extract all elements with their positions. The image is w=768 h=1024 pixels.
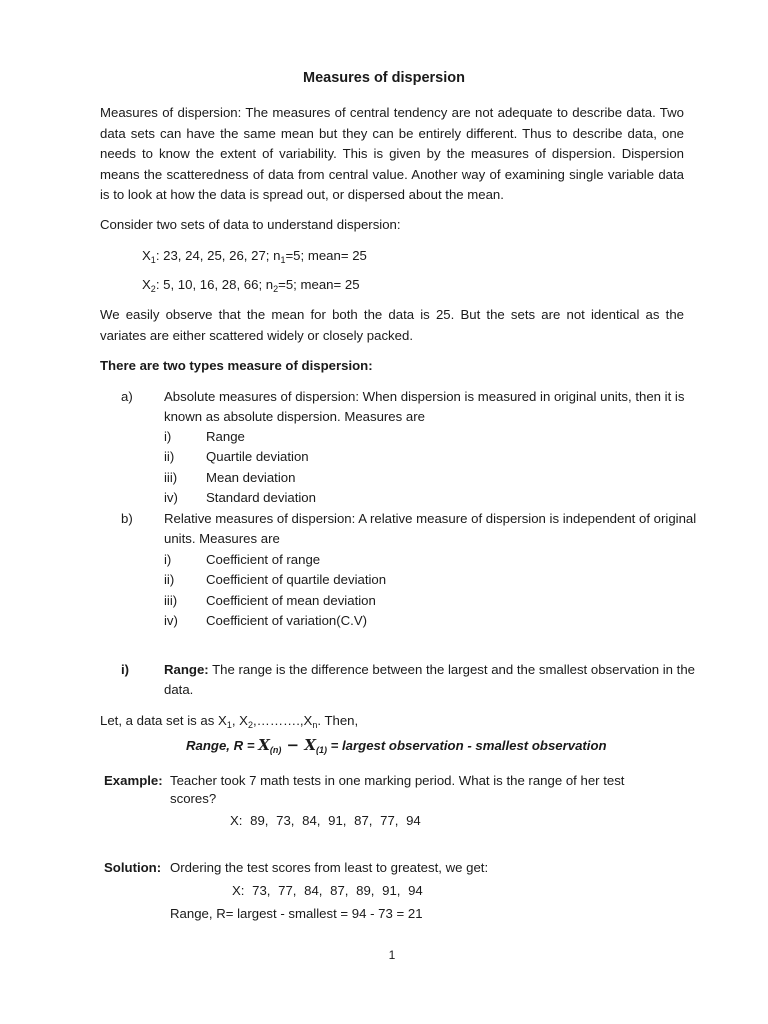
absolute-item-num: iii) (164, 470, 178, 485)
absolute-line-2: known as absolute dispersion. Measures are (164, 409, 425, 424)
page-number: 1 (388, 948, 396, 962)
absolute-item-num: iv) (164, 490, 178, 505)
relative-item-num: ii) (164, 572, 175, 587)
absolute-item-label: Quartile deviation (206, 449, 309, 464)
data-set-2: $X_2$: 5, 10, 16, 28, 66; $n_2=5$; mean= 25 (142, 277, 360, 294)
absolute-line-1: Absolute measures of dispersion: When dispersion is measured in original units, then it is (164, 389, 685, 404)
example-line-1: Teacher took 7 math tests in one marking period. What is the range of her test (170, 773, 625, 788)
range-line-2: data. (164, 682, 194, 697)
absolute-item-label: Mean deviation (206, 470, 296, 485)
relative-marker: b) (121, 511, 133, 526)
relative-item-label: Coefficient of variation(C.V) (206, 613, 368, 628)
absolute-item-label: Standard deviation (206, 490, 316, 505)
relative-item-num: iv) (164, 613, 178, 628)
absolute-item-num: ii) (164, 449, 175, 464)
relative-item-num: iii) (164, 593, 178, 608)
solution-label: Solution: (104, 860, 162, 875)
relative-line-2: units. Measures are (164, 531, 280, 546)
absolute-item-num: i) (164, 429, 172, 444)
relative-item-label: Coefficient of range (206, 552, 321, 567)
solution-result: Range, R= largest - smallest = 94 - 73 = 21 (170, 906, 423, 921)
consider-text: Consider two sets of data to understand dispersion: (100, 217, 401, 232)
range-line-1: Range: The range is the difference between the largest and the smallest observation in the (164, 662, 695, 677)
intro-label: Measures of dispersion: (100, 105, 242, 120)
range-marker: i) (121, 662, 130, 677)
data-set-1: $X_1$: 23, 24, 25, 26, 27; $n_1=5$; mean= 25 (142, 248, 367, 265)
absolute-marker: a) (121, 389, 133, 404)
absolute-item-label: Range (206, 429, 245, 444)
relative-item-label: Coefficient of quartile deviation (206, 572, 387, 587)
let-line: Let, a data set is as $X_1$, $X_2,\dots\dots\dots.,X_n$. Then, (100, 713, 359, 730)
observe-paragraph: We easily observe that the mean for both the data is 25. But the sets are not identical as the variates are either scattered widely or closely packed. (100, 307, 684, 343)
types-heading: There are two types measure of dispersion: (100, 358, 373, 373)
solution-data: X: 73, 77, 84, 87, 89, 91, 94 (232, 883, 423, 898)
example-label: Example: (104, 773, 163, 788)
solution-line-1: Ordering the test scores from least to greatest, we get: (170, 860, 489, 875)
range-formula: Range, $R = X_{(n)} - X_{(1)}$ = largest observation - smallest observation (186, 736, 607, 755)
intro-paragraph (100, 103, 684, 206)
example-line-2: scores? (170, 791, 217, 806)
page-title: Measures of dispersion (303, 70, 465, 86)
example-data: X: 89, 73, 84, 91, 87, 77, 94 (230, 813, 421, 828)
relative-item-num: i) (164, 552, 172, 567)
relative-line-1: Relative measures of dispersion: A relative measure of dispersion is independent of original (164, 511, 697, 526)
intro-text: The measures of central tendency are not adequate to describe data. Two data sets can have the same mean but they can be entirely different. Thus to describe data, one needs to know the extent of variability. This is given by the measures of dispersion. Dispersion means the scatteredness of data from central value. Another way of examining single variable data is to look at how the data is spread out, or dispersed about the mean. (100, 105, 684, 202)
relative-item-label: Coefficient of mean deviation (206, 593, 376, 608)
